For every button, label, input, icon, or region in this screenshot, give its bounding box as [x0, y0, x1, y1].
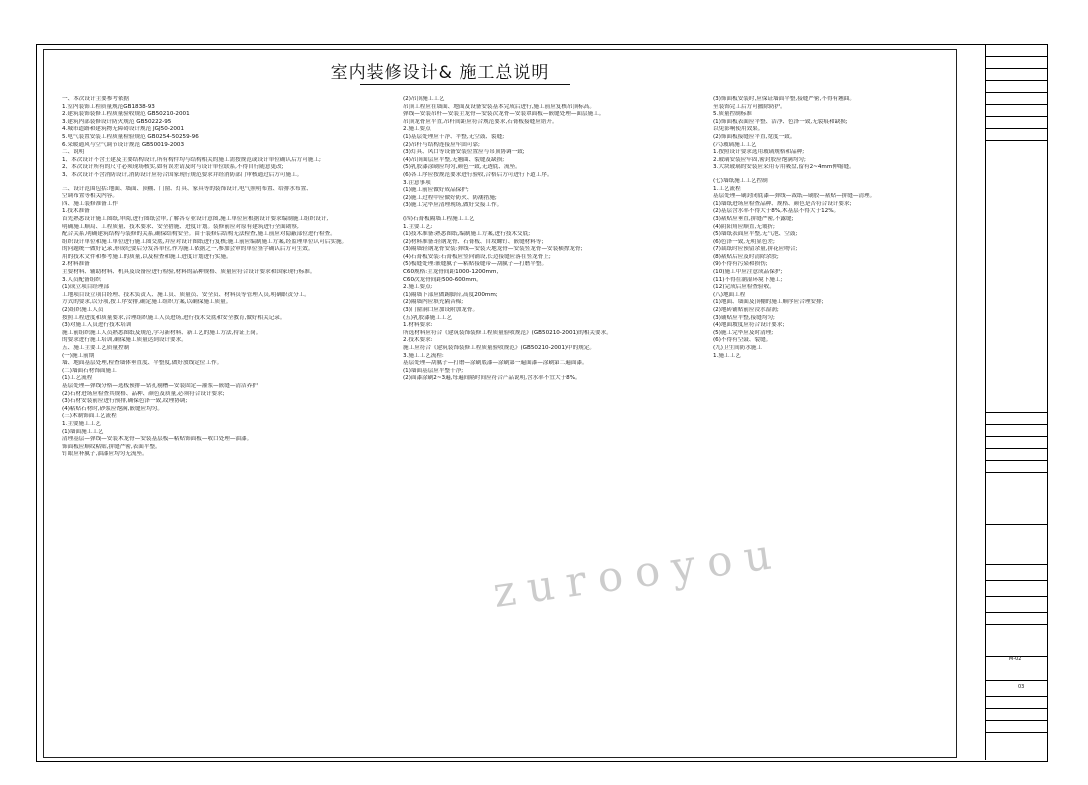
note-line: 明确施工顺局、工程质量、技术要求、安全措施、进度计划。装修前应对原有建筑进行全面勘察,: [62, 223, 299, 230]
note-line: (4)吊顶面层应平整,无翘曲、裂缝及缺损;: [403, 156, 505, 163]
note-line: (6)色泽一致,无明显色差;: [713, 238, 775, 245]
note-line: (8)裱贴后应及时清除余胶;: [713, 253, 779, 260]
note-line: (4)地面坡度应符合设计要求;: [713, 322, 785, 329]
note-line: 2.施工要点:: [403, 284, 433, 291]
note-line: 以免影响使用效果。: [713, 126, 764, 133]
note-line: (1)技术准备:熟悉图纸,编制施工方案,进行技术交底;: [403, 231, 531, 238]
note-line: 三、设计范围包括:地面、墙面、顶棚、门窗、灯具、家具等的装饰设计,电气照明布置、给排水布置、: [62, 185, 312, 192]
note-line: (1)饰面板表面应平整、洁净、色泽一致,无裂痕和缺损;: [713, 118, 848, 125]
note-line: 施工前组织施工人员熟悉图纸及规范,学习新材料、新工艺的施工方法,持证上岗。: [62, 329, 262, 336]
note-line: (2)面漆涂刷2~3遍,每遍间隔时间应符合产品说明,含水率不宜大于8%。: [403, 375, 581, 382]
note-line: 组织设计单位和施工单位进行施工图交底,并应对设计图纸进行复核;施工前应编制施工方案,经监理单位认可后实施。: [62, 238, 348, 245]
note-line: 的问题统一做好记录,形成纪要后分发各单位,作为施工依据之一,参加会审的单位签字确认后方可生效。: [62, 246, 314, 253]
note-line: 1、本次设计不含土建及主要结构设计,所有构件均与结构相关的施工需按规范或设计单位确认后方可施工;: [62, 156, 321, 163]
note-line: (2)材料准备:轻钢龙骨、石膏板、自攻螺钉、嵌缝材料等;: [403, 238, 544, 245]
note-line: (5)板缝处理:嵌缝腻子—粘贴接缝带—刮腻子—打磨平整。: [403, 261, 548, 268]
note-line: (3)铺贴应平整,接缝均匀;: [713, 314, 775, 321]
note-line: (4)阴阳角应顺直,无皱折;: [713, 223, 775, 230]
note-line: 1.主要施工工艺: [62, 420, 101, 427]
note-line: 弹线—安装吊杆—安装主龙骨—安装次龙骨—安装罩面板—嵌缝处理—面层施工。: [403, 111, 605, 118]
note-line: 基层处理—弹线分格—选板预排—钻孔剔槽—安装固定—灌浆—嵌缝—清洁养护: [62, 382, 258, 389]
note-line: (2)基层含水率不得大于8%,木基层不得大于12%。: [713, 208, 840, 215]
title-block: [985, 44, 1047, 760]
note-line: (1)墙纸进场应检查品种、规格、颜色是否符合设计要求;: [713, 200, 852, 207]
note-line: (1)基层处理应干净、平整,无空鼓、裂缝;: [403, 133, 505, 140]
note-line: (9)不得有污染和损伤;: [713, 261, 768, 268]
note-line: 工地项目设立项目经理、技术负责人、施工员、质量员、安全员、材料员等管理人员,明确职责分工。: [62, 291, 310, 298]
note-line: 空调布置等相关内容。: [62, 193, 118, 200]
note-line: (2)组织施工人员: [62, 307, 104, 314]
note-line: (7)裁纸时应预留余量,拼花应吻合;: [713, 246, 798, 253]
note-line: (4)粘贴石材时,砂浆应饱满,嵌缝应均匀。: [62, 405, 163, 412]
note-line: 钉眼应补腻子,油漆应均匀无流坠。: [62, 451, 148, 458]
page-title: 室内装修设计& 施工总说明: [330, 63, 550, 83]
note-line: 2.施工要点: [403, 126, 431, 133]
note-line: (二)墙面石材饰面施工: [62, 367, 117, 374]
note-line: (1)工艺流程: [62, 375, 93, 382]
note-line: (5)施工完毕应及时清理;: [713, 329, 774, 336]
note-line: (3)饰面板安装时,应保证墙面平整,接缝严密,不得有翘曲。: [713, 96, 855, 102]
note-line: (2)饰面板接缝应平直,宽度一致。: [713, 133, 796, 140]
note-line: 饰面板应顺纹粘贴,拼缝严密,表面平整。: [62, 443, 161, 450]
note-line: (2)吊顶施工工艺: [403, 96, 445, 102]
note-line: (12)完成后应检查验收。: [713, 284, 775, 291]
note-line: C60次龙骨间距500-600mm。: [403, 276, 482, 283]
note-line: (3)裱贴应垂直,拼缝严密,不露缝;: [713, 215, 794, 222]
note-line: 配合关系,明确建筑结构与装修的关系,确保结构安全。由于装修后结构无法检查,施工前应对隐蔽部位进行检查。: [62, 231, 336, 238]
note-line: 主要材料、辅助材料、机具及设备应进行检验,材料的品种规格、质量应符合设计要求和国家现行标准。: [62, 269, 316, 276]
note-line: (三)木制饰面工艺流程: [62, 413, 117, 420]
note-line: 四、施工装修准备工作: [62, 200, 118, 207]
note-line: (3)对施工人员进行技术培训: [62, 322, 132, 329]
note-line: 1.主要工艺:: [403, 223, 433, 230]
note-line: (四)石膏板隔墙工程施工工艺: [403, 215, 475, 222]
title-underline: [360, 84, 570, 85]
note-line: (2)隔墙内应填充隔音棉;: [403, 299, 464, 306]
note-line: 3.人员配备组织: [62, 276, 101, 283]
sheet-number: M-02: [1009, 656, 1022, 662]
note-line: 1.材料要求:: [403, 322, 433, 329]
note-line: 2.建筑装饰装修工程质量验收规范 GB50210-2001: [62, 111, 190, 118]
notes-column-3: [713, 96, 953, 360]
note-line: 方式的要求,以分项,按工序安排,确定施工组织方案,以确保施工质量。: [62, 299, 232, 306]
note-line: (4)石膏板安装:石膏板应竖向铺设,长边接缝应落在竖龙骨上;: [403, 253, 551, 260]
note-line: 墙、地面基层处理,检查墙体垂直度、平整度,做好放线定位工作。: [62, 360, 223, 367]
note-line: 3、本次设计不含消防设计,消防设计应符合国家现行规范要求并经消防部门审核通过后方可施工。: [62, 171, 303, 178]
note-line: (六)玻璃施工工艺: [713, 141, 757, 148]
note-line: (5)墙纸表面应平整,无气泡、空鼓;: [713, 231, 798, 238]
note-line: (1)施工前应做好成品保护;: [403, 187, 469, 194]
note-line: (3)石材安装前应进行预排,确保色泽一致,纹理协调;: [62, 398, 188, 405]
note-line: (1)墙面施工工艺: [62, 428, 104, 435]
note-line: 至装饰完工后方可撤除防护。: [713, 103, 786, 110]
note-line: 3.建筑内部装修设计防火规范 GB50222-95: [62, 118, 172, 125]
note-line: 用的技术文件和参考施工的质量,以及检查和施工进度计划进行实施。: [62, 253, 232, 260]
note-line: 一、本次设计主要参考依据: [62, 96, 130, 102]
note-line: (1)墙面基层应平整干净;: [403, 367, 464, 374]
note-line: 按照工程进度和质量要求,合理组织施工人员进场,进行技术交底和安全教育,做好相关记录。: [62, 314, 286, 321]
note-line: (1)地面、墙面及顶棚的施工顺序应合理安排;: [713, 299, 824, 306]
note-line: (九)卫生间防水施工: [713, 345, 763, 351]
note-line: 1.技术准备: [62, 208, 90, 215]
note-line: (6)不得有空鼓、裂缝。: [713, 337, 772, 344]
note-line: (2)施工过程中应做好防火、防潮措施;: [403, 194, 497, 201]
note-line: 2.技术要求:: [403, 337, 433, 344]
note-line: 3.注意事项: [403, 179, 431, 186]
notes-column-2: [403, 96, 703, 383]
note-line: (五)乳胶漆施工工艺: [403, 314, 453, 321]
note-line: 1.按照设计要求选用玻璃规格和品种;: [713, 149, 805, 156]
note-line: 基层处理—刮腻子—打磨—涂刷底漆—涂刷第一遍面漆—涂刷第二遍面漆。: [403, 360, 588, 367]
note-line: 基层处理—刷封闭底漆—弹线—裁纸—刷胶—裱贴—拼缝—清理。: [713, 193, 876, 200]
note-line: (一)施工前期: [62, 352, 95, 359]
note-line: 吊顶龙骨应平直,吊杆间距应符合规范要求,石膏板接缝应错开。: [403, 118, 558, 125]
note-line: (1)成立项目经理部: [62, 284, 110, 291]
note-line: 清理基层—弹线—安装木龙骨—安装基层板—粘贴饰面板—收口处理—油漆。: [62, 436, 253, 443]
note-line: 二、说明: [62, 149, 85, 156]
note-line: 4.城市道路和建筑物无障碍设计规范 JGJ50-2001: [62, 126, 185, 133]
note-line: (3)灯具、风口等设备安装位置应与吊顶协调一致;: [403, 149, 525, 156]
note-line: 施工应符合《建筑装饰装修工程质量验收规范》(GB50210-2001)中的规定。: [403, 345, 596, 351]
note-line: 6.采暖通风与空气调节设计规范 GB50019-2003: [62, 141, 185, 148]
sheet-scale: 03: [1018, 684, 1025, 690]
note-line: 1.工艺流程: [713, 185, 741, 192]
note-line: (10)施工中应注意成品保护;: [713, 269, 783, 276]
note-line: 吊顶工程应在墙面、地面及设备安装基本完成后进行,施工前应复核吊顶标高。: [403, 103, 595, 110]
note-line: (1)隔墙下部应做踢脚台,高度200mm;: [403, 291, 498, 298]
note-line: (七)墙纸施工工艺控制: [713, 177, 768, 184]
note-line: (3)门窗洞口应加设附加龙骨。: [403, 307, 479, 314]
note-line: 首先熟悉设计施工图纸,审阅,进行图纸会审,了解各专业设计意图,施工单位应根据设计要求编制施工组织设计,: [62, 215, 329, 222]
note-line: 的要求进行施工培训,确保施工质量达到设计要求。: [62, 337, 187, 344]
note-line: 2.材料准备: [62, 261, 90, 268]
note-line: 1.施工工艺: [713, 352, 741, 359]
note-line: 5.质量控制标准: [713, 111, 752, 118]
note-line: (5)乳胶漆涂刷应均匀,颜色一致,无透底、流坠。: [403, 164, 521, 171]
note-line: (2)石材进场应检查其规格、品种、颜色及质量,必须符合设计要求;: [62, 390, 225, 397]
note-line: 5.电气装置安装工程质量检验规范 GB0254-50259-96: [62, 133, 199, 140]
watermark: zurooyou: [490, 527, 786, 618]
note-line: (2)吊杆与结构连接应牢固可靠;: [403, 141, 480, 148]
note-line: (2)地砖铺贴前应浸水湿润;: [713, 307, 779, 314]
note-line: (3)施工完毕应清理现场,做好交接工作。: [403, 202, 503, 209]
note-line: 2.玻璃安装应牢固,密封胶应饱满均匀;: [713, 156, 806, 163]
note-line: 3.大块玻璃的安装应采用专用吸盘,留有2~4mm伸缩缝。: [713, 164, 855, 171]
note-line: C60规格:主龙骨间距1000-1200mm,: [403, 269, 499, 276]
note-line: 3.施工工艺流程:: [403, 352, 444, 359]
note-line: 所选材料应符合《建筑装饰装修工程质量验收规范》(GB50210-2001)的相关要求。: [403, 329, 612, 336]
note-line: (八)地面工程: [713, 291, 746, 298]
note-line: (3)隔墙轻钢龙骨安装:弹线—安装天地龙骨—安装竖龙骨—安装横撑龙骨;: [403, 246, 583, 253]
note-line: (11)不得在潮湿环境下施工;: [713, 276, 783, 283]
note-line: 1.室内装饰工程质量规范GB1838-93: [62, 103, 155, 110]
note-line: 五、施工主要工艺质量控制: [62, 345, 130, 351]
note-line: 2、本次设计所有的尺寸必须现场核实,如有误差请及时与设计单位联系,不得自行随意更改;: [62, 164, 284, 171]
note-line: (6)各工序应按规范要求进行验收,合格后方可进行下道工序。: [403, 171, 553, 178]
notes-column-1: [62, 96, 392, 459]
